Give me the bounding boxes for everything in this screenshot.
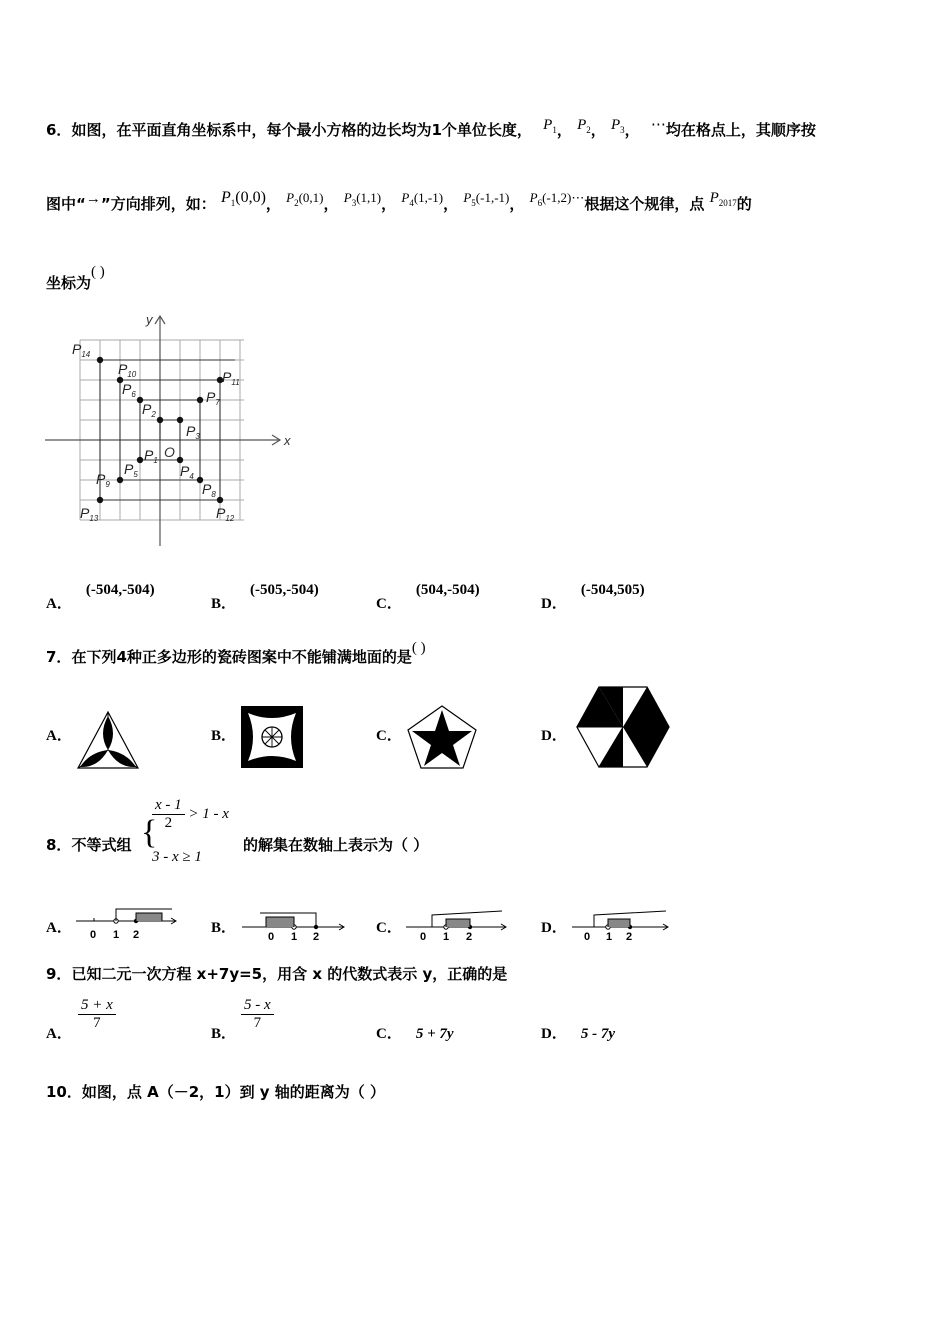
q9-option-d[interactable]: D． 5 ‑ 7y bbox=[541, 1026, 615, 1042]
q8-option-d[interactable]: D． bbox=[541, 920, 567, 936]
numberline-a[interactable] bbox=[76, 905, 180, 941]
hexagon-tile[interactable] bbox=[575, 685, 671, 769]
example-p5: $P_5(‑1,‑1)$ bbox=[463, 190, 510, 208]
p3-symbol: $P_3$ bbox=[610, 117, 625, 135]
svg-text:2: 2 bbox=[313, 931, 320, 943]
ellipsis: ⋯ bbox=[650, 117, 666, 133]
q8-option-c[interactable]: C． bbox=[376, 920, 402, 936]
label-P3: $P_3$ bbox=[186, 423, 200, 441]
example-p6: $P_6(‑1,2)\cdots$ bbox=[529, 190, 585, 208]
label-P14: $P_{14}$ bbox=[72, 341, 91, 359]
q7-option-d[interactable]: D． bbox=[541, 728, 567, 744]
point-P2 bbox=[157, 417, 163, 423]
example-p3: $P_3(1,1)$ bbox=[343, 190, 382, 208]
q9-option-a-fraction: $\frac{5 + x}{7}$ bbox=[78, 997, 116, 1032]
point-P13 bbox=[97, 497, 103, 503]
q6-option-b[interactable]: B．(‑505,‑504) bbox=[211, 582, 319, 612]
label-P12: $P_{12}$ bbox=[216, 505, 235, 523]
q8-stem-prefix: 8．不等式组 bbox=[46, 836, 132, 854]
q6-line2: 图中“→”方向排列，如： $P_1(0,0)$， $P_2(0,1)$， $P_3(1,1)$， $P_4(1,‑1)$， $P_5(‑1,‑1)$， $P_6(‑1,2)\cdots$根据这个规律，点 $P_{2017}$的 bbox=[46, 189, 752, 213]
q6-option-a[interactable]: A．(‑504,‑504) bbox=[46, 582, 155, 612]
label-P6: $P_6$ bbox=[122, 381, 136, 399]
left-brace: { bbox=[141, 814, 158, 851]
point-P7 bbox=[197, 397, 203, 403]
label-P11: $P_{11}$ bbox=[222, 369, 240, 387]
svg-text:0: 0 bbox=[268, 931, 275, 943]
answer-paren: ( ) bbox=[91, 264, 105, 280]
svg-text:1: 1 bbox=[606, 931, 613, 943]
point-P14 bbox=[97, 357, 103, 363]
q10-stem: 10．如图，点 A（－2，1）到 y 轴的距离为（ ） bbox=[46, 1083, 386, 1101]
example-p1: $P_1(0,0)$ bbox=[220, 189, 266, 208]
y-axis-label: y bbox=[146, 312, 153, 327]
svg-text:1: 1 bbox=[113, 929, 120, 941]
label-P4: $P_4$ bbox=[180, 463, 194, 481]
p2017-symbol: $P_{2017}$ bbox=[709, 190, 737, 208]
q6-option-d[interactable]: D．(‑504,505) bbox=[541, 582, 645, 612]
triangle-tile[interactable] bbox=[76, 710, 140, 770]
p1-symbol: $P_1$ bbox=[543, 117, 557, 135]
q7-stem: 7．在下列4种正多边形的瓷砖图案中不能铺满地面的是( ) bbox=[46, 640, 426, 666]
square-tile[interactable] bbox=[240, 705, 304, 769]
svg-text:2: 2 bbox=[466, 931, 473, 943]
q9-option-b-fraction: $\frac{5 ‑ x}{7}$ bbox=[241, 997, 274, 1032]
example-p2: $P_2(0,1)$ bbox=[286, 190, 324, 208]
q9-option-a[interactable]: A． bbox=[46, 1026, 72, 1042]
pentagon-tile[interactable] bbox=[406, 704, 478, 770]
numberline-d[interactable] bbox=[572, 905, 672, 941]
q7-option-a[interactable]: A． bbox=[46, 728, 72, 744]
q6-line3: 坐标为( ) bbox=[46, 264, 105, 292]
direction-arrow: → bbox=[85, 191, 101, 207]
grid-lines bbox=[80, 340, 244, 520]
q8-option-a[interactable]: A． bbox=[46, 920, 72, 936]
x-axis-label: x bbox=[284, 433, 291, 448]
point-P3 bbox=[177, 417, 183, 423]
numberline-c[interactable] bbox=[406, 905, 510, 941]
svg-text:0: 0 bbox=[584, 931, 591, 943]
q8-stem-suffix: 的解集在数轴上表示为（ ） bbox=[243, 836, 429, 854]
q8-option-b[interactable]: B． bbox=[211, 920, 237, 936]
q6-option-c[interactable]: C．(504,‑504) bbox=[376, 582, 480, 612]
q7-option-b[interactable]: B． bbox=[211, 728, 237, 744]
spiral-grid-figure bbox=[40, 308, 300, 553]
label-P1: $P_1$ bbox=[144, 447, 158, 465]
label-P10: $P_{10}$ bbox=[118, 361, 137, 379]
numberline-b[interactable] bbox=[242, 905, 348, 941]
point-P9 bbox=[117, 477, 123, 483]
label-P2: $P_2$ bbox=[142, 401, 156, 419]
point-labels bbox=[72, 341, 240, 523]
label-P9: $P_9$ bbox=[96, 471, 110, 489]
label-P7: $P_7$ bbox=[206, 389, 220, 407]
point-P12 bbox=[217, 497, 223, 503]
svg-text:2: 2 bbox=[626, 931, 633, 943]
p2-symbol: $P_2$ bbox=[577, 117, 591, 135]
svg-text:2: 2 bbox=[133, 929, 140, 941]
q9-stem: 9．已知二元一次方程 x+7y=5，用含 x 的代数式表示 y，正确的是 bbox=[46, 965, 508, 983]
inequality-1: $\frac{x ‑ 1}{2}$ > 1 ‑ x bbox=[152, 797, 229, 832]
q9-option-b[interactable]: B． bbox=[211, 1026, 237, 1042]
svg-text:0: 0 bbox=[90, 929, 97, 941]
inequality-2: 3 ‑ x ≥ 1 bbox=[152, 849, 202, 865]
q7-option-c[interactable]: C． bbox=[376, 728, 402, 744]
svg-text:1: 1 bbox=[291, 931, 298, 943]
q6-line1: 6．如图，在平面直角坐标系中，每个最小方格的边长均为1个单位长度， $P_1$， $P_2$， $P_3$， ⋯均在格点上，其顺序按 bbox=[46, 117, 816, 139]
svg-text:1: 1 bbox=[443, 931, 450, 943]
label-P8: $P_8$ bbox=[202, 481, 216, 499]
label-P5: $P_5$ bbox=[124, 461, 138, 479]
svg-text:0: 0 bbox=[420, 931, 427, 943]
label-P13: $P_{13}$ bbox=[80, 505, 99, 523]
example-p4: $P_4(1,‑1)$ bbox=[401, 190, 444, 208]
q9-option-c[interactable]: C． 5 + 7y bbox=[376, 1026, 454, 1042]
point-P5 bbox=[137, 457, 143, 463]
origin-label: O bbox=[164, 444, 175, 460]
